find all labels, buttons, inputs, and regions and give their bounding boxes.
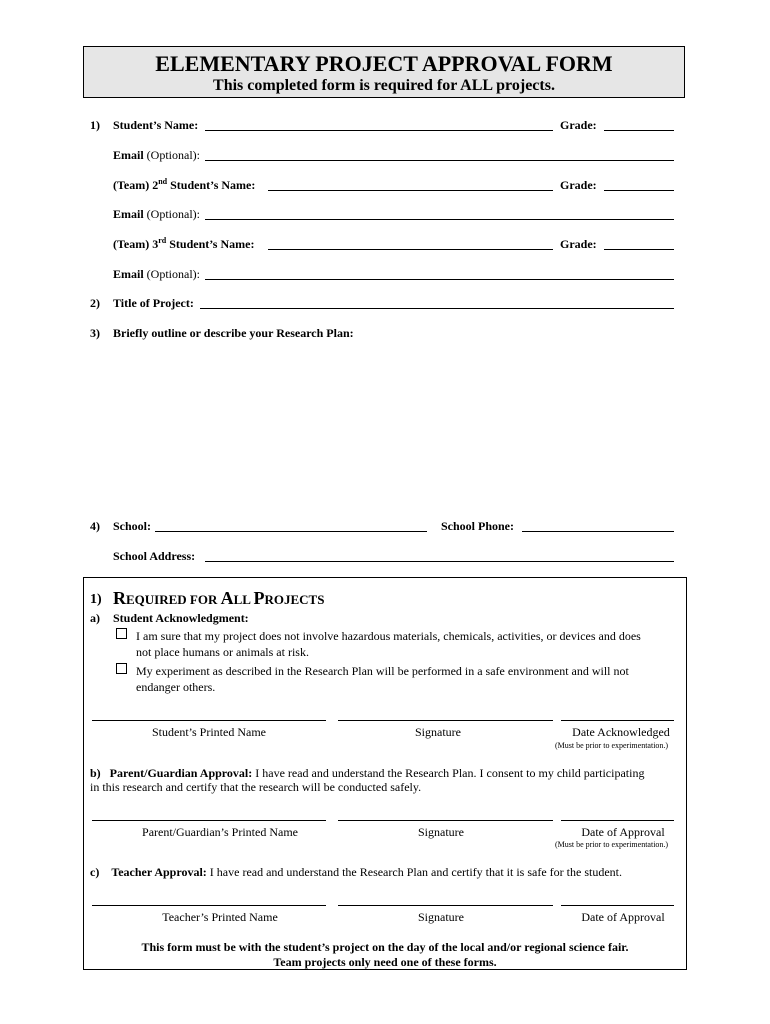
student-ack-heading: Student Acknowledgment: (113, 611, 249, 625)
school-field[interactable] (155, 531, 427, 532)
grade-label-2: Grade: (560, 178, 597, 192)
project-title-label: Title of Project: (113, 296, 194, 310)
email-field-1[interactable] (205, 160, 674, 161)
project-title-field[interactable] (200, 308, 674, 309)
footer-note-2: Team projects only need one of these forms. (273, 955, 497, 969)
parent-printed-name-caption: Parent/Guardian’s Printed Name (142, 825, 298, 839)
school-phone-field[interactable] (522, 531, 674, 532)
team-3-student-name-field[interactable] (268, 249, 553, 250)
signature-caption-b: Signature (418, 825, 464, 839)
teacher-date-field[interactable] (561, 905, 674, 906)
form-title: ELEMENTARY PROJECT APPROVAL FORM (155, 51, 613, 76)
grade-field-2[interactable] (604, 190, 674, 191)
parent-date-caption: Date of Approval (581, 825, 665, 839)
prior-note-b: (Must be prior to experimentation.) (555, 840, 669, 849)
email-row-3: Email (Optional): (113, 267, 200, 281)
research-plan-area[interactable] (113, 345, 674, 505)
email-field-2[interactable] (205, 219, 674, 220)
grade-label: Grade: (560, 118, 597, 132)
parent-signature-field[interactable] (338, 820, 553, 821)
student-name-field[interactable] (205, 130, 553, 131)
signature-caption-c: Signature (418, 910, 464, 924)
student-name-label: Student’s Name: (113, 118, 199, 132)
section-4-number: 4) (90, 519, 100, 533)
safe-env-text-2: endanger others. (136, 680, 216, 694)
parent-date-field[interactable] (561, 820, 674, 821)
teacher-signature-field[interactable] (338, 905, 553, 906)
school-address-field[interactable] (205, 561, 674, 562)
student-printed-name-field[interactable] (92, 720, 326, 721)
student-signature-field[interactable] (338, 720, 553, 721)
teacher-printed-name-caption: Teacher’s Printed Name (162, 910, 278, 924)
grade-label-3: Grade: (560, 237, 597, 251)
required-title: REQUIRED FOR ALL PROJECTS (113, 588, 325, 608)
team-3-student-label: (Team) 3rd Student’s Name: (113, 236, 255, 251)
required-number: 1) (90, 592, 102, 607)
email-field-3[interactable] (205, 279, 674, 280)
safe-env-checkbox[interactable] (116, 663, 127, 674)
teacher-date-caption: Date of Approval (581, 910, 665, 924)
form-subtitle: This completed form is required for ALL projects. (213, 77, 555, 94)
hazard-text-1: I am sure that my project does not involve hazardous materials, chemicals, activities, or devices and does (136, 629, 641, 643)
grade-field-3[interactable] (604, 249, 674, 250)
footer-note-1: This form must be with the student’s project on the day of the local and/or regional science fair. (141, 940, 629, 954)
date-acknowledged-caption: Date Acknowledged (572, 725, 670, 739)
grade-field[interactable] (604, 130, 674, 131)
section-1-number: 1) (90, 118, 100, 132)
email-row-2: Email (Optional): (113, 207, 200, 221)
parent-approval-text-2: in this research and certify that the research will be conducted safely. (90, 780, 422, 794)
date-acknowledged-field[interactable] (561, 720, 674, 721)
prior-note-a: (Must be prior to experimentation.) (555, 741, 669, 750)
parent-approval-text-1: b) Parent/Guardian Approval: I have read and understand the Research Plan. I consent to my child participating (90, 766, 645, 780)
part-a-label: a) (90, 611, 100, 625)
safe-env-text-1: My experiment as described in the Research Plan will be performed in a safe environment and will not (136, 664, 629, 678)
parent-printed-name-field[interactable] (92, 820, 326, 821)
team-2-student-label: (Team) 2nd Student’s Name: (113, 177, 256, 192)
hazard-text-2: not place humans or animals at risk. (136, 645, 309, 659)
student-printed-name-caption: Student’s Printed Name (152, 725, 266, 739)
form-header (83, 46, 685, 98)
signature-caption-a: Signature (415, 725, 461, 739)
research-plan-label: Briefly outline or describe your Research Plan: (113, 326, 354, 340)
team-2-student-name-field[interactable] (268, 190, 553, 191)
school-address-label: School Address: (113, 549, 196, 563)
school-phone-label: School Phone: (441, 519, 515, 533)
school-label: School: (113, 519, 152, 533)
section-3-number: 3) (90, 326, 100, 340)
teacher-approval-text: c) Teacher Approval: I have read and understand the Research Plan and certify that it is safe for the student. (90, 865, 622, 879)
section-2-number: 2) (90, 296, 100, 310)
teacher-printed-name-field[interactable] (92, 905, 326, 906)
email-row-1: Email (Optional): (113, 148, 200, 162)
hazard-checkbox[interactable] (116, 628, 127, 639)
